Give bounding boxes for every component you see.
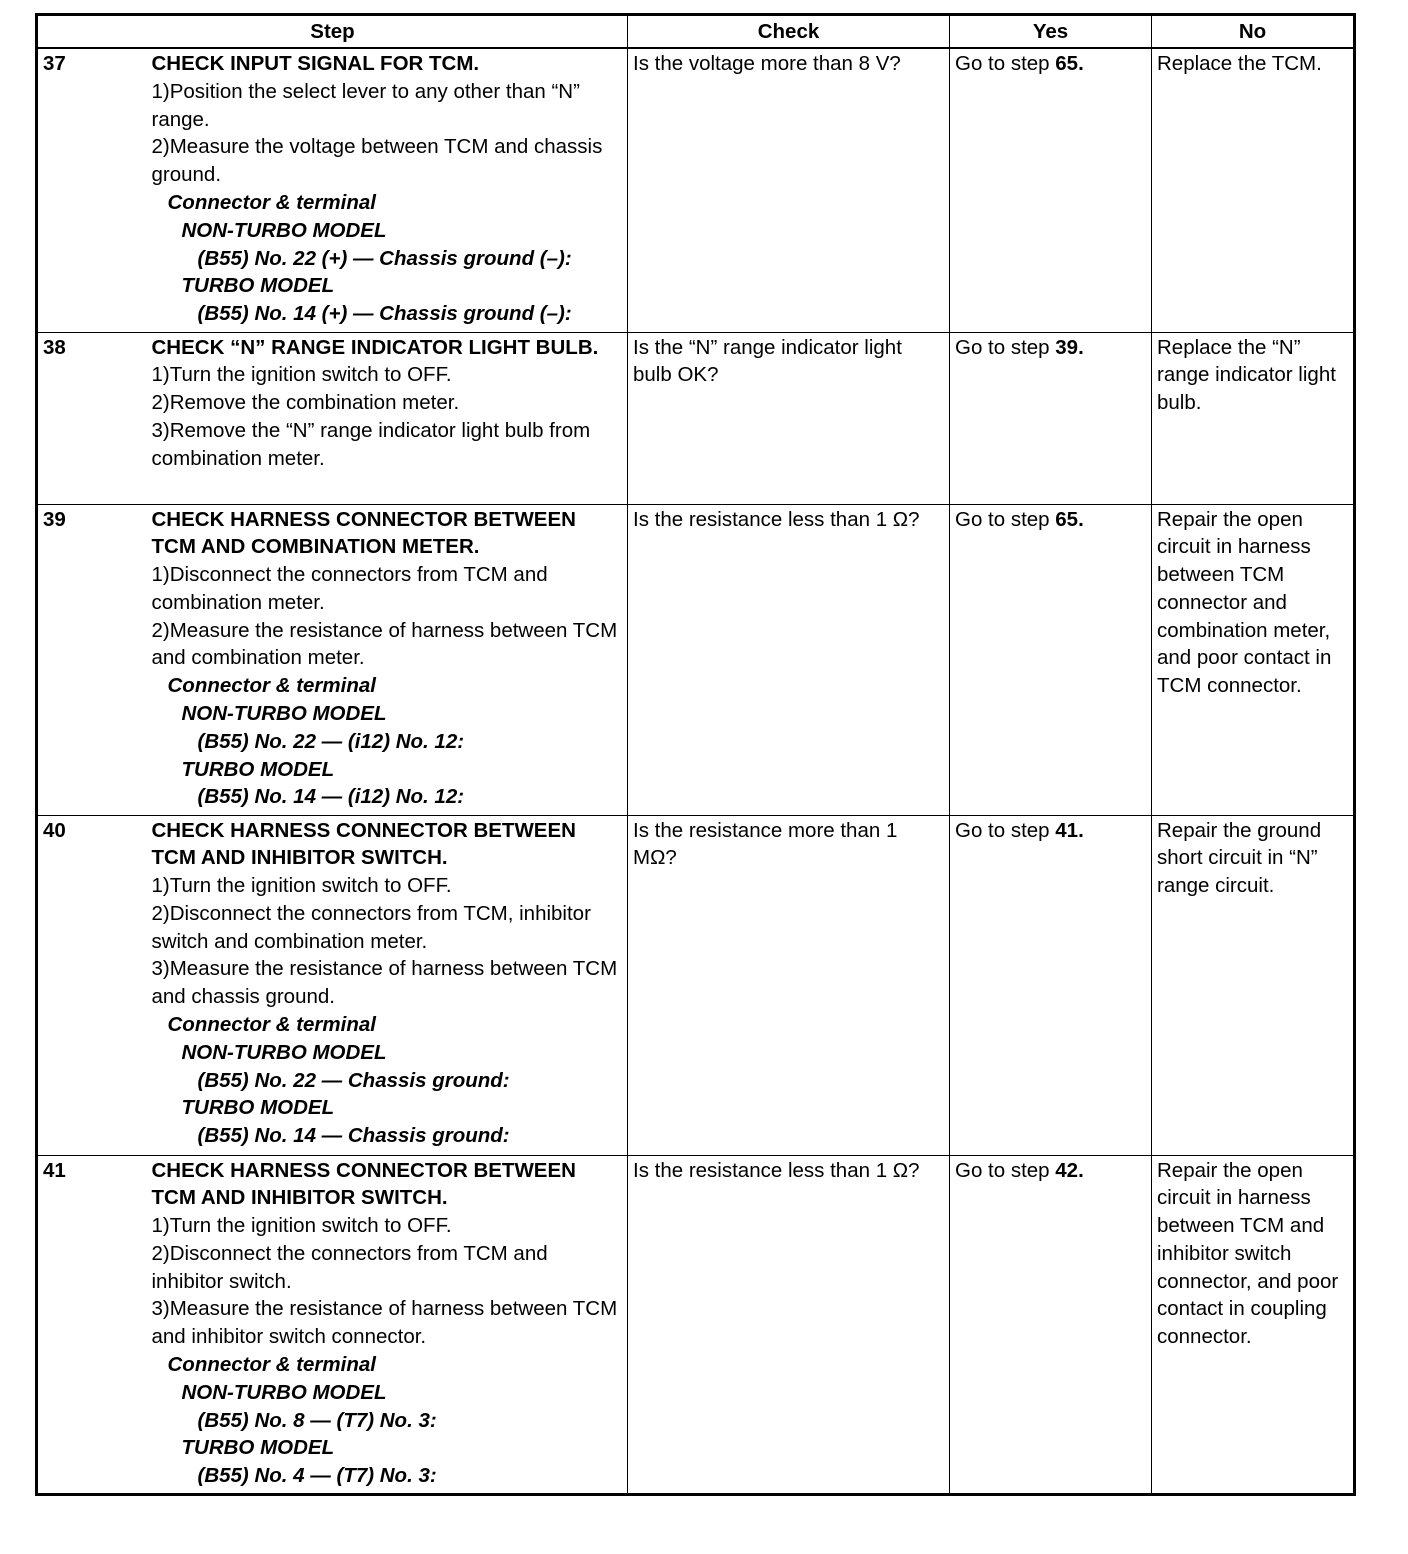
header-check: Check xyxy=(628,15,950,49)
step-description xyxy=(147,504,628,815)
turbo-label: TURBO MODEL xyxy=(181,274,335,298)
step-number: 39 xyxy=(37,504,147,815)
step-title: CHECK INPUT SIGNAL FOR TCM. xyxy=(151,52,480,75)
step-number: 37 xyxy=(37,48,147,332)
connector-label: Connector & terminal xyxy=(167,190,376,214)
turbo-label: TURBO MODEL xyxy=(181,1436,335,1460)
step-title: CHECK “N” RANGE INDICATOR LIGHT BULB. xyxy=(151,335,599,359)
check-cell: Is the voltage more than 8 V? xyxy=(628,48,950,332)
no-cell: Replace the “N” range indicator light bulb. xyxy=(1152,332,1355,504)
check-cell: Is the “N” range indicator light bulb OK? xyxy=(628,332,950,504)
check-cell: Is the resistance less than 1 Ω? xyxy=(628,1155,950,1494)
yes-cell xyxy=(950,815,1152,1155)
non-turbo-label: NON-TURBO MODEL xyxy=(181,702,387,726)
procedure-line: 1)Turn the ignition switch to OFF. xyxy=(151,363,452,387)
non-turbo-label: NON-TURBO MODEL xyxy=(181,218,387,242)
table-row-40 xyxy=(37,815,1355,1155)
turbo-spec: (B55) No. 14 — Chassis ground: xyxy=(197,1124,510,1148)
procedure-line: 2)Remove the combination meter. xyxy=(151,391,460,415)
yes-step-link: 39. xyxy=(1055,335,1084,359)
turbo-spec: (B55) No. 14 (+) — Chassis ground (–): xyxy=(197,302,572,326)
step-description xyxy=(147,815,628,1155)
non-turbo-spec: (B55) No. 22 — Chassis ground: xyxy=(197,1068,510,1092)
yes-cell xyxy=(950,332,1152,504)
step-title: CHECK HARNESS CONNECTOR BETWEEN TCM AND INHIBITOR SWITCH. xyxy=(151,818,576,870)
procedure-line: 1)Position the select lever to any other than “N” range. xyxy=(151,79,580,131)
step-number: 41 xyxy=(37,1155,147,1494)
header-no: No xyxy=(1152,15,1355,49)
no-cell: Repair the open circuit in harness between TCM and inhibitor switch connector, and poor contact in coupling connector. xyxy=(1152,1155,1355,1494)
table-row-39 xyxy=(37,504,1355,815)
procedure-line: 3)Measure the resistance of harness between TCM and chassis ground. xyxy=(151,957,618,1009)
procedure-line: 1)Turn the ignition switch to OFF. xyxy=(151,1214,452,1238)
header-step: Step xyxy=(37,15,628,49)
table-row-41 xyxy=(37,1155,1355,1494)
yes-cell xyxy=(950,1155,1152,1494)
no-cell: Repair the ground short circuit in “N” range circuit. xyxy=(1152,815,1355,1155)
step-description xyxy=(147,48,628,332)
step-title: CHECK HARNESS CONNECTOR BETWEEN TCM AND COMBINATION METER. xyxy=(151,507,576,559)
procedure-line: 2)Measure the resistance of harness between TCM and combination meter. xyxy=(151,618,618,670)
turbo-spec: (B55) No. 14 — (i12) No. 12: xyxy=(197,785,465,809)
turbo-label: TURBO MODEL xyxy=(181,1096,335,1120)
yes-step-link: 65. xyxy=(1055,507,1084,531)
non-turbo-spec: (B55) No. 8 — (T7) No. 3: xyxy=(197,1408,437,1432)
yes-step-link: 42. xyxy=(1055,1158,1084,1182)
step-description xyxy=(147,1155,628,1494)
check-cell: Is the resistance more than 1 MΩ? xyxy=(628,815,950,1155)
check-cell: Is the resistance less than 1 Ω? xyxy=(628,504,950,815)
non-turbo-spec: (B55) No. 22 (+) — Chassis ground (–): xyxy=(197,246,572,270)
turbo-spec: (B55) No. 4 — (T7) No. 3: xyxy=(197,1464,437,1488)
procedure-line: 2)Disconnect the connectors from TCM, inhibitor switch and combination meter. xyxy=(151,901,591,953)
yes-prefix: Go to step xyxy=(955,335,1056,359)
header-yes: Yes xyxy=(950,15,1152,49)
procedure-line: 3)Remove the “N” range indicator light bulb from combination meter. xyxy=(151,418,591,470)
connector-label: Connector & terminal xyxy=(167,674,376,698)
non-turbo-spec: (B55) No. 22 — (i12) No. 12: xyxy=(197,729,465,753)
step-description xyxy=(147,332,628,504)
procedure-line: 2)Disconnect the connectors from TCM and inhibitor switch. xyxy=(151,1241,548,1293)
yes-cell xyxy=(950,48,1152,332)
step-number: 38 xyxy=(37,332,147,504)
yes-prefix: Go to step xyxy=(955,1158,1056,1182)
no-cell: Replace the TCM. xyxy=(1152,48,1355,332)
yes-step-link: 41. xyxy=(1055,818,1084,842)
yes-prefix: Go to step xyxy=(955,507,1056,531)
header-row xyxy=(37,15,1355,49)
step-title: CHECK HARNESS CONNECTOR BETWEEN TCM AND INHIBITOR SWITCH. xyxy=(151,1158,576,1210)
turbo-label: TURBO MODEL xyxy=(181,757,335,781)
table-row-38 xyxy=(37,332,1355,504)
procedure-line: 3)Measure the resistance of harness between TCM and inhibitor switch connector. xyxy=(151,1297,618,1349)
connector-label: Connector & terminal xyxy=(167,1013,376,1037)
yes-step-link: 65. xyxy=(1055,52,1084,75)
procedure-line: 2)Measure the voltage between TCM and chassis ground. xyxy=(151,135,603,187)
no-cell: Repair the open circuit in harness between TCM connector and combination meter, and poor contact in TCM connector. xyxy=(1152,504,1355,815)
procedure-line: 1)Disconnect the connectors from TCM and combination meter. xyxy=(151,563,548,614)
procedure-line: 1)Turn the ignition switch to OFF. xyxy=(151,874,452,898)
non-turbo-label: NON-TURBO MODEL xyxy=(181,1380,387,1404)
yes-cell xyxy=(950,504,1152,815)
yes-prefix: Go to step xyxy=(955,52,1056,75)
connector-label: Connector & terminal xyxy=(167,1353,376,1377)
yes-prefix: Go to step xyxy=(955,818,1056,842)
diagnostic-table xyxy=(35,13,1356,1496)
table-row-37 xyxy=(37,48,1355,332)
step-number: 40 xyxy=(37,815,147,1155)
non-turbo-label: NON-TURBO MODEL xyxy=(181,1040,387,1064)
